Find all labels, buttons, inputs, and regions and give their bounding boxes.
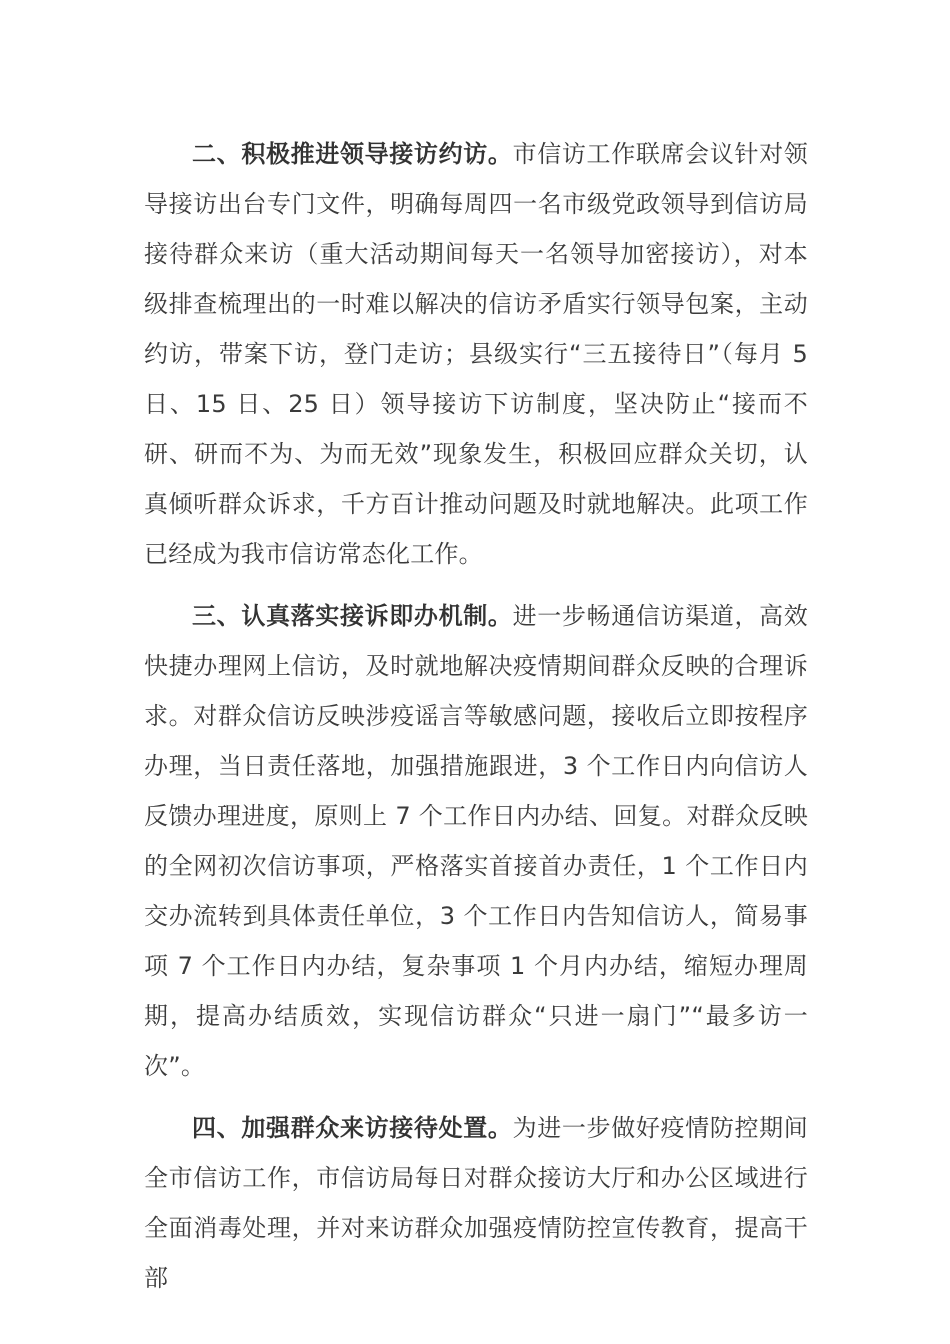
document-page (144, 129, 808, 1303)
paragraph-body-3: 进一步畅通信访渠道，高效快捷办理网上信访，及时就地解决疫情期间群众反映的合理诉求。对群众信访反映涉疫谣言等敏感问题，接收后立即按程序办理，当日责任落地，加强措施跟进，3 个工作日内向信访人反馈办理进度，原则上 7 个工作日内办结、回复。对群众反映的全网初次信访事项，严格落实首接首办责任，1 个工作日内交办流转到具体责任单位，3 个工作日内告知信访人，简易事项 7 个工作日内办结，复杂事项 1 个月内办结，缩短办理周期，提高办结质效，实现信访群众“只进一扇门”“最多访一次”。 (144, 602, 808, 1080)
paragraph-body-4: 为进一步做好疫情防控期间全市信访工作，市信访局每日对群众接访大厅和办公区域进行全面消毒处理，并对来访群众加强疫情防控宣传教育，提高干部 (144, 1114, 808, 1292)
section-heading-4: 四、加强群众来访接待处置。 (192, 1114, 513, 1142)
paragraph-complaint-handling (144, 591, 808, 1091)
paragraph-visitor-reception (144, 1103, 808, 1303)
paragraph-leader-visits (144, 129, 808, 579)
section-heading-3: 三、认真落实接诉即办机制。 (192, 602, 513, 630)
paragraph-body-2: 市信访工作联席会议针对领导接访出台专门文件，明确每周四一名市级党政领导到信访局接待群众来访（重大活动期间每天一名领导加密接访），对本级排查梳理出的一时难以解决的信访矛盾实行领导包案，主动约访，带案下访，登门走访；县级实行“三五接待日”（每月 5 日、15 日、25 日）领导接访下访制度，坚决防止“接而不研、研而不为、为而无效”现象发生，积极回应群众关切，认真倾听群众诉求，千方百计推动问题及时就地解决。此项工作已经成为我市信访常态化工作。 (144, 140, 808, 568)
section-heading-2: 二、积极推进领导接访约访。 (192, 140, 513, 168)
